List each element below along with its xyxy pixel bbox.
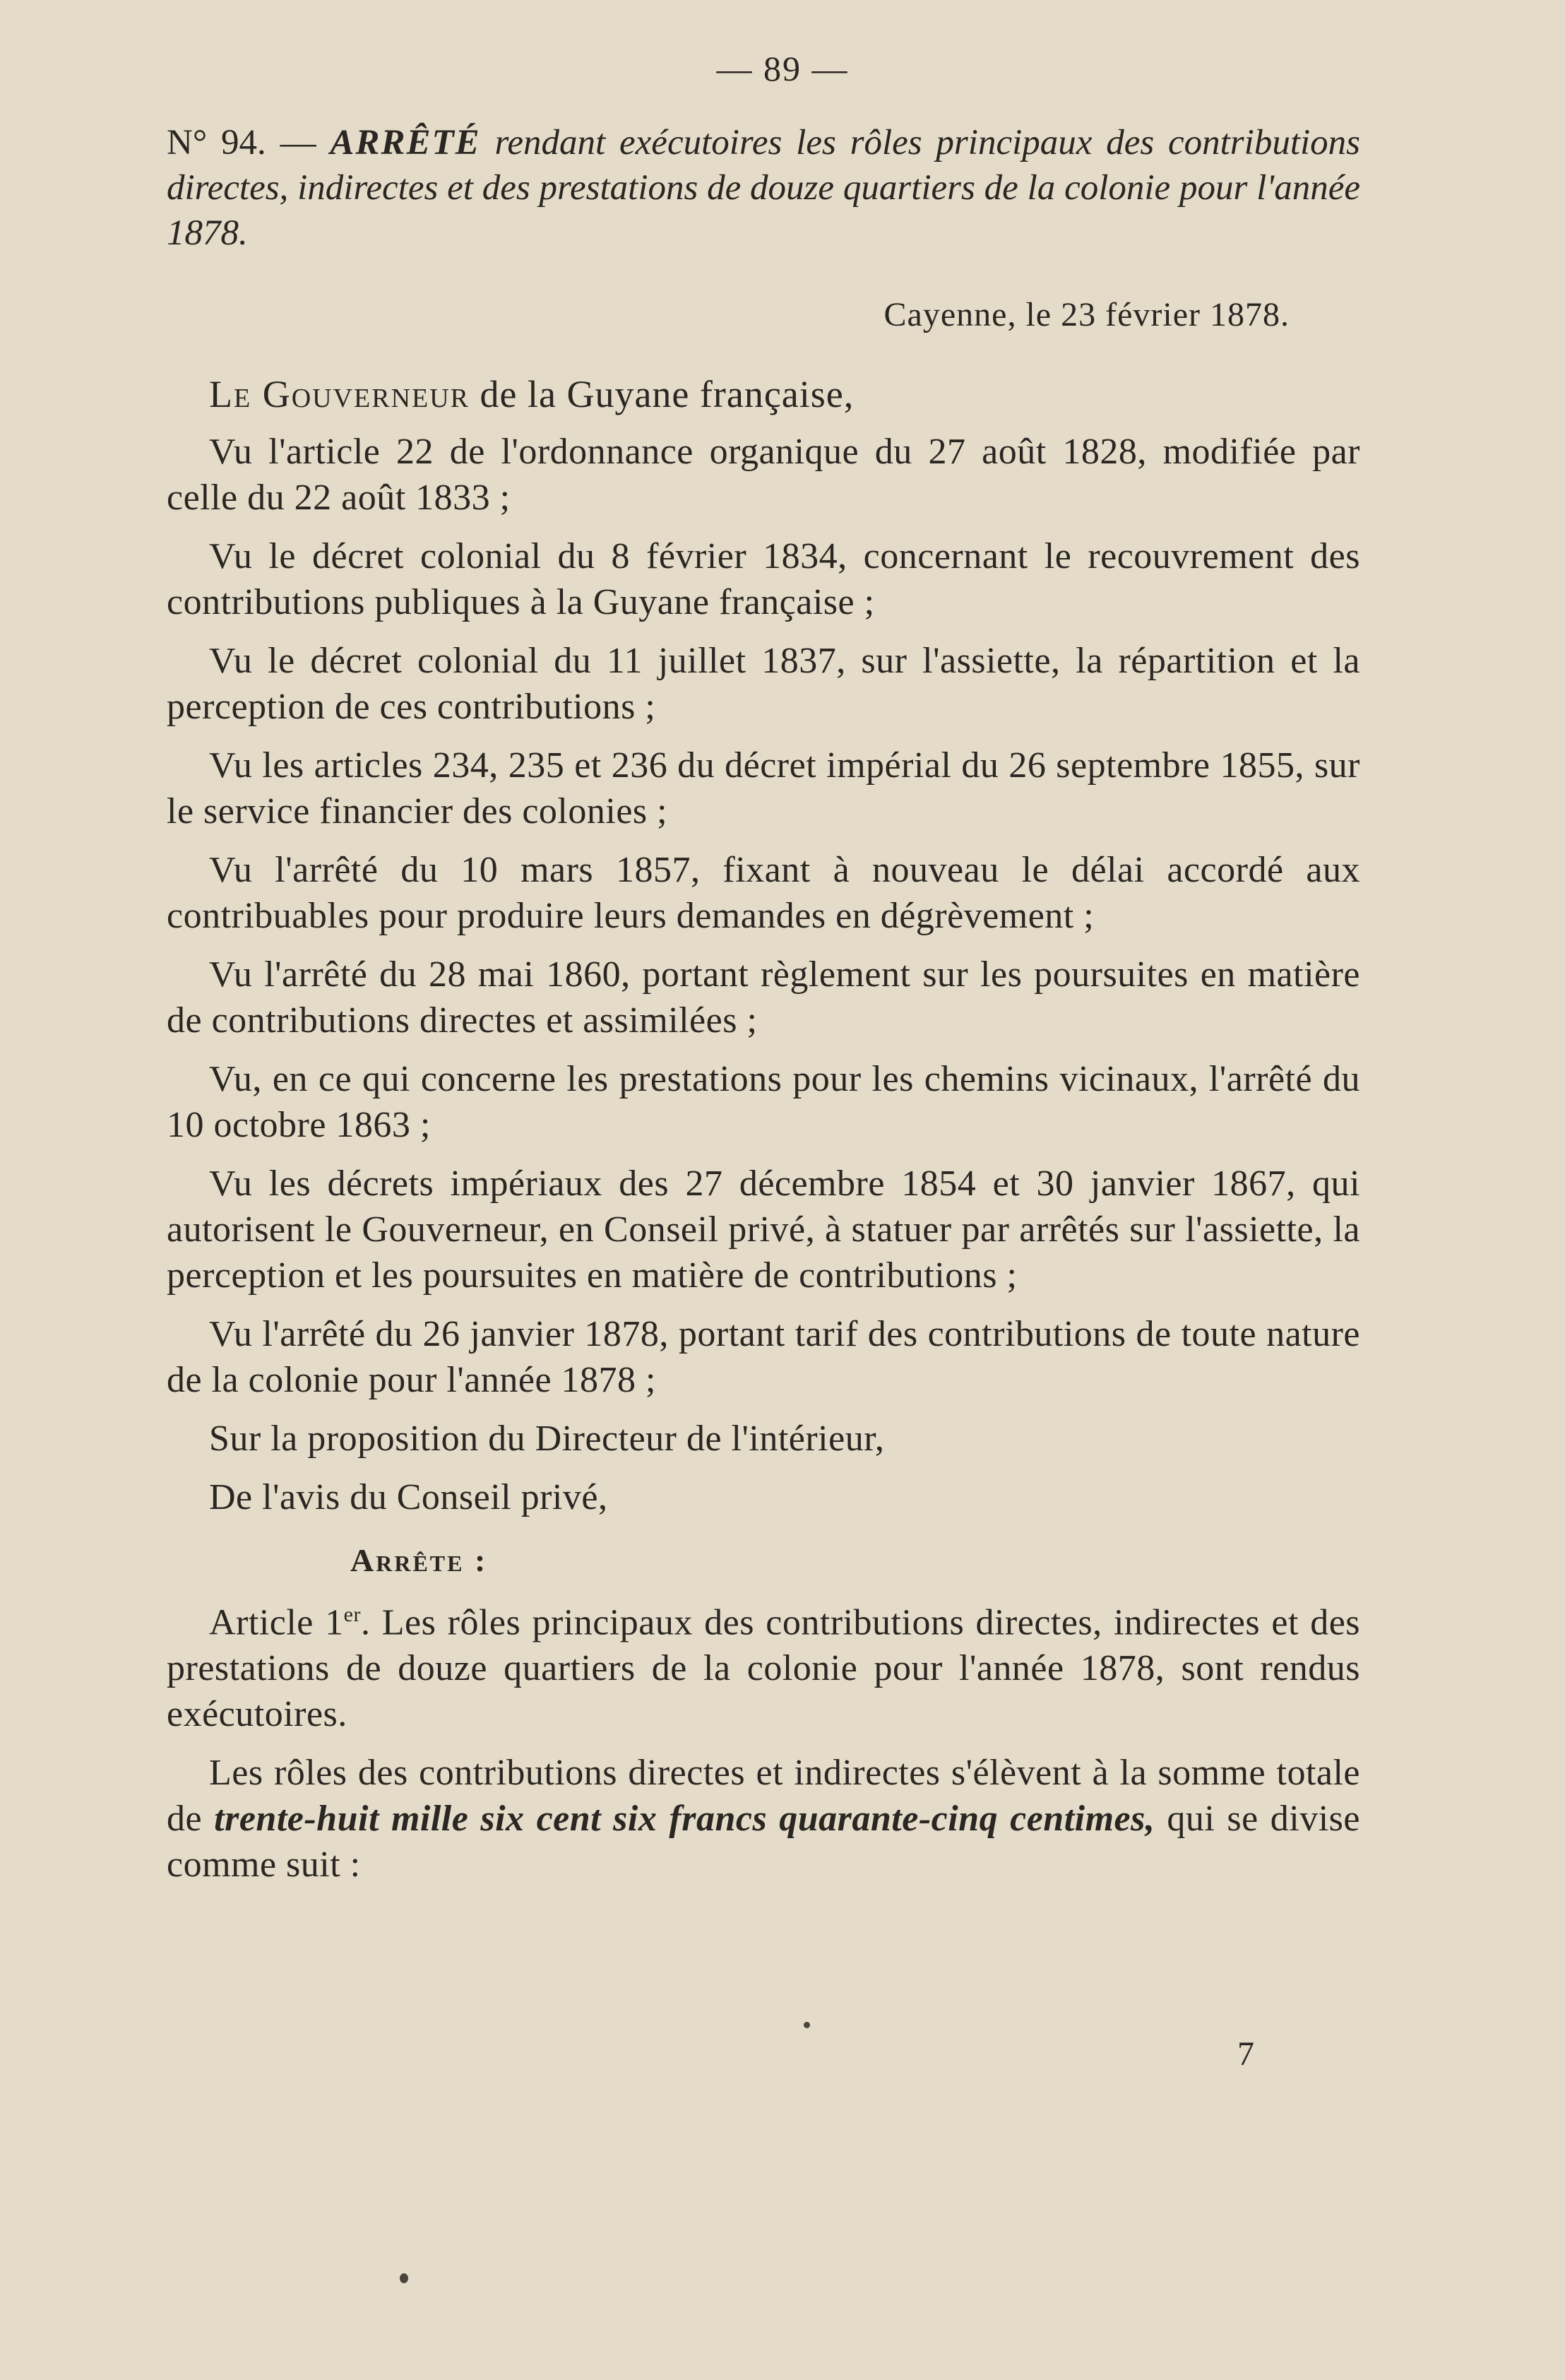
signature-number: 7 bbox=[1237, 2035, 1254, 2073]
consideration-paragraph: Vu l'arrêté du 26 janvier 1878, portant tarif des contributions de toute nature de la colonie pour l'année 1878 ; bbox=[167, 1314, 1360, 1400]
final-paragraph-after: qui se divise comme suit : bbox=[167, 1799, 1361, 1885]
ink-speck bbox=[400, 2273, 408, 2283]
consideration-paragraph: Sur la proposition du Directeur de l'intérieur, bbox=[209, 1419, 885, 1459]
consideration-paragraph: Vu les décrets impériaux des 27 décembre 1854 et 30 janvier 1867, qui autorisent le Gouverneur, en Conseil privé, à statuer par arrêtés sur l'assiette, la perception et les poursuites en matière de contributions ; bbox=[167, 1164, 1360, 1296]
consideration-paragraph: Vu l'arrêté du 10 mars 1857, fixant à nouveau le délai accordé aux contribuables pour produire leurs demandes en dégrèvement ; bbox=[167, 850, 1360, 936]
total-amount: trente-huit mille six cent six francs quarante-cinq centimes, bbox=[214, 1799, 1155, 1840]
decree-subject: rendant exécutoires les rôles principaux des contributions directes, indirectes et des prestations de douze quartiers de la colonie pour l'année 1878. bbox=[167, 123, 1361, 253]
decree-heading: ARRÊTÉ bbox=[330, 123, 481, 162]
consideration-paragraph: Vu l'article 22 de l'ordonnance organique du 27 août 1828, modifiée par celle du 22 août 1833 ; bbox=[167, 432, 1360, 518]
governor-rest: de la Guyane française, bbox=[480, 373, 855, 415]
consideration-paragraph: Vu, en ce qui concerne les prestations pour les chemins vicinaux, l'arrêté du 10 octobre 1863 ; bbox=[167, 1059, 1360, 1145]
page-number-header: — 89 — bbox=[716, 49, 849, 88]
place-date: Cayenne, le 23 février 1878. bbox=[883, 296, 1290, 333]
arrete-label: Arrête : bbox=[350, 1542, 488, 1578]
ink-speck bbox=[804, 2022, 810, 2028]
consideration-paragraph: Vu le décret colonial du 11 juillet 1837, sur l'assiette, la répartition et la perception de ces contributions ; bbox=[167, 641, 1360, 727]
consideration-paragraph: Vu l'arrêté du 28 mai 1860, portant règlement sur les poursuites en matière de contributions directes et assimilées ; bbox=[167, 954, 1360, 1041]
article-1-sup: er bbox=[343, 1603, 361, 1626]
decree-number: N° 94. — bbox=[167, 123, 316, 162]
decree-title bbox=[167, 120, 1360, 256]
document-body bbox=[167, 120, 1360, 1888]
consideration-paragraph: Vu les articles 234, 235 et 236 du décret impérial du 26 septembre 1855, sur le service financier des colonies ; bbox=[167, 745, 1360, 831]
article-1-text: . Les rôles principaux des contributions directes, indirectes et des prestations de douze quartiers de la colonie pour l'année 1878, sont rendus exécutoires. bbox=[167, 1602, 1361, 1735]
final-paragraph-before: Les rôles des contributions directes et indirectes s'élèvent à la somme totale de bbox=[167, 1753, 1360, 1840]
governor-line bbox=[209, 372, 1360, 416]
final-paragraph bbox=[167, 1750, 1360, 1888]
article-1-label: Article 1 bbox=[209, 1602, 344, 1643]
consideration-paragraph: Vu le décret colonial du 8 février 1834, concernant le recouvrement des contributions publiques à la Guyane française ; bbox=[167, 536, 1360, 622]
article-1 bbox=[167, 1592, 1360, 1737]
governor-label: Le Gouverneur bbox=[209, 373, 470, 415]
considerations-list bbox=[167, 429, 1360, 1520]
consideration-paragraph: De l'avis du Conseil privé, bbox=[209, 1477, 608, 1517]
